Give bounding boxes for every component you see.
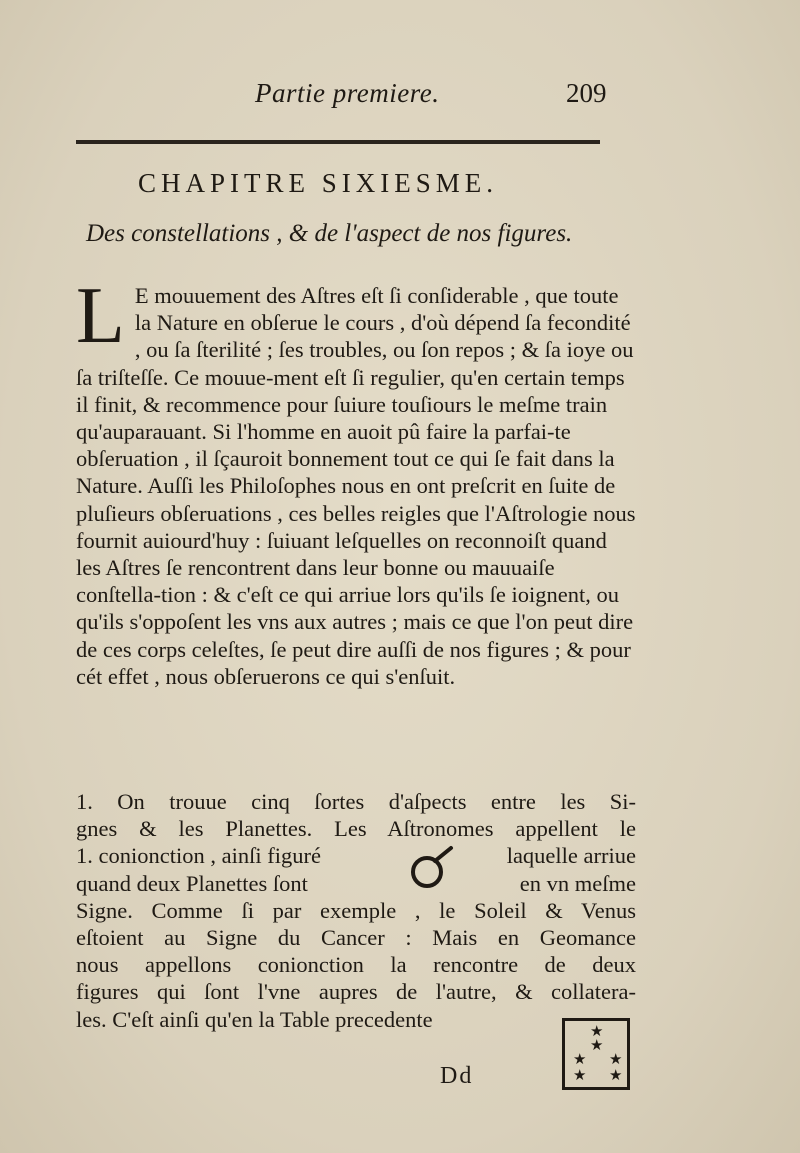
text-line-left: quand deux Planettes ſont — [76, 870, 308, 896]
chapter-title: CHAPITRE SIXIESME. — [138, 168, 499, 198]
geomantic-figure-stars-icon — [562, 1018, 630, 1090]
star-icon: ★ — [590, 1024, 604, 1040]
chapter-subtitle: Des constellations , & de l'aspect de nos figures. — [86, 220, 573, 247]
star-icon: ★ — [573, 1052, 587, 1068]
signature-mark: Dd — [440, 1063, 474, 1089]
star-icon: ★ — [573, 1068, 587, 1084]
text-line: figures qui ſont l'vne aupres de l'autre, & collatera- — [76, 979, 636, 1005]
text-line: eſtoient au Signe du Cancer : Mais en Geomance — [76, 925, 636, 951]
text-line-right: en vn meſme — [519, 870, 636, 896]
star-icon: ★ — [609, 1052, 623, 1068]
conjunction-symbol-icon — [405, 842, 457, 892]
text-line: 1. On trouue cinq ſortes d'aſpects entre les Si- — [76, 789, 636, 814]
star-icon: ★ — [590, 1038, 604, 1054]
paragraph-1-body: E mouuement des Aſtres eſt ſi conſiderable , que toute la Nature en obſerue le cours , d'où dépend ſa fecondité , ou ſa ſterilité ; ſes troubles, ou ſon repos ; & ſa ioye ou ſa triſteſſe. Ce mouue-ment eſt ſi regulier, qu'en certain temps il finit, & recommence pour ſuiure touſiours le meſme train qu'auparauant. Si l'homme en auoit pû faire la parfai-te obſeruation , il ſçauroit bonnement tout ce qui ſe fait dans la Nature. Auſſi les Philoſophes nous en ont preſcrit en ſuite de pluſieurs obſeruations , ces belles reigles que l'Aſtrologie nous fournit auiourd'huy : ſuiuant leſquelles on reconnoiſt quand les Aſtres ſe rencontrent dans leur bonne ou mauuaiſe conſtella-tion : & c'eſt ce qui arriue lors qu'ils ſe ioignent, ou qu'ils s'oppoſent les vns aux autres ; mais ce que l'on peut dire de ces corps celeſtes, ſe peut dire auſſi de nos figures ; & pour cét effet , nous obſeruerons ce qui s'enſuit. — [76, 283, 636, 689]
paragraph-1 — [76, 272, 636, 690]
running-head: Partie premiere. — [255, 78, 440, 108]
text-line — [76, 842, 636, 869]
header-rule — [76, 140, 600, 144]
text-line: Signe. Comme ſi par exemple , le Soleil & Venus — [76, 897, 636, 923]
text-line-right: laquelle arriue — [506, 843, 636, 869]
text-line: gnes & les Planettes. Les Aſtronomes appellent le — [76, 816, 636, 842]
text-line — [76, 870, 636, 897]
text-line-left: 1. conionction , ainſi figuré — [76, 843, 321, 869]
paragraph-2 — [76, 788, 636, 1033]
drop-cap: L — [76, 272, 125, 360]
text-line: nous appellons conionction la rencontre de deux — [76, 952, 636, 978]
text-line: les. C'eſt ainſi qu'en la Table precedente — [76, 1006, 433, 1032]
star-icon: ★ — [609, 1068, 623, 1084]
page-number: 209 — [566, 78, 607, 108]
